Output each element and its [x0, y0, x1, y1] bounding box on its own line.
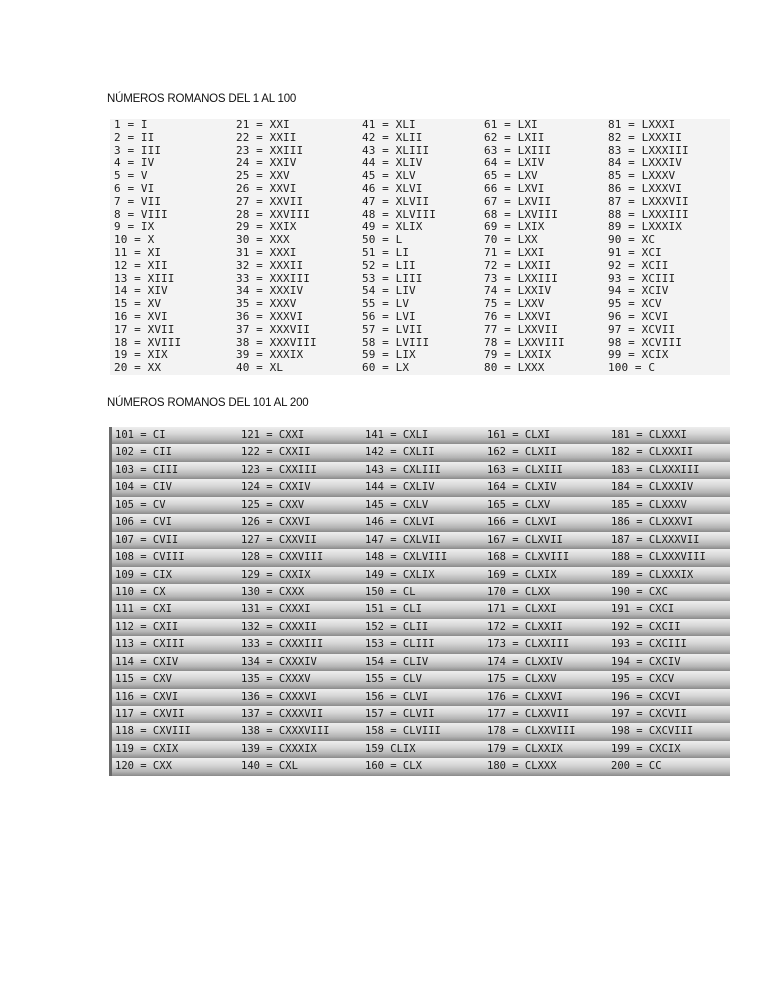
table-row [112, 497, 730, 514]
table-cell: 73 = LXXIII [484, 272, 558, 285]
table-cell: 27 = XXVII [236, 195, 304, 208]
table-cell: 51 = LI [362, 246, 410, 259]
table-cell: 120 = CXX [115, 760, 172, 773]
table-cell: 117 = CXVII [115, 708, 185, 720]
table-cell: 53 = LIII [362, 272, 423, 285]
table-cell: 32 = XXXII [236, 259, 304, 272]
table-cell: 124 = CXXIV [241, 481, 311, 494]
table-cell: 163 = CLXIII [487, 463, 563, 476]
table-cell: 118 = CXVIII [115, 725, 191, 738]
table-cell: 2 = II [114, 131, 155, 144]
table-cell: 165 = CLXV [487, 498, 551, 511]
table-cell: 188 = CLXXXVIII [611, 551, 706, 564]
table-cell: 197 = CXCVII [611, 708, 687, 720]
table-cell: 178 = CLXXVIII [487, 725, 576, 738]
table-cell: 185 = CLXXXV [611, 498, 687, 511]
table-cell: 75 = LXXV [484, 298, 545, 311]
table-cell: 62 = LXII [484, 131, 545, 144]
table-cell: 179 = CLXXIX [487, 742, 563, 755]
table-cell: 52 = LII [362, 259, 416, 272]
section-title-1-to-100: NÚMEROS ROMANOS DEL 1 AL 100 [107, 93, 297, 105]
table-cell: 142 = CXLII [365, 446, 435, 459]
table-cell: 58 = LVIII [362, 336, 430, 349]
table-row [112, 654, 730, 671]
table-cell: 59 = LIX [362, 349, 416, 362]
table-cell: 20 = XX [114, 362, 162, 375]
table-cell: 168 = CLXVIII [487, 551, 570, 564]
table-cell: 34 = XXXIV [236, 285, 304, 298]
table-cell: 84 = LXXXIV [608, 157, 682, 170]
table-cell: 26 = XXVI [236, 182, 297, 195]
table-cell: 97 = XCVII [608, 323, 676, 336]
table-cell: 25 = XXV [236, 170, 290, 183]
table-cell: 125 = CXXV [241, 498, 305, 511]
table-cell: 113 = CXIII [115, 638, 185, 651]
table-cell: 67 = LXVII [484, 195, 552, 208]
table-cell: 1 = I [114, 119, 148, 131]
table-cell: 96 = XCVI [608, 310, 669, 323]
table-row [112, 671, 730, 688]
table-cell: 79 = LXXIX [484, 349, 552, 362]
table-cell: 76 = LXXVI [484, 310, 552, 323]
table-cell: 66 = LXVI [484, 182, 545, 195]
table-cell: 29 = XXIX [236, 221, 297, 234]
table-cell: 13 = XIII [114, 272, 175, 285]
table-cell: 175 = CLXXV [487, 673, 557, 686]
table-cell: 151 = CLI [365, 603, 422, 616]
table-cell: 161 = CLXI [487, 429, 551, 441]
table-cell: 74 = LXXIV [484, 285, 552, 298]
table-cell: 154 = CLIV [365, 655, 429, 668]
table-cell: 171 = CLXXI [487, 603, 557, 616]
table-cell: 38 = XXXVIII [236, 336, 317, 349]
table-cell: 109 = CIX [115, 568, 172, 581]
table-cell: 127 = CXXVII [241, 533, 317, 546]
table-cell: 23 = XXIII [236, 144, 304, 157]
table-row [112, 462, 730, 479]
table-row [112, 584, 730, 601]
table-cell: 60 = LX [362, 362, 410, 375]
table-cell: 11 = XI [114, 246, 162, 259]
table-cell: 93 = XCIII [608, 272, 676, 285]
table-cell: 15 = XV [114, 298, 162, 311]
table-cell: 41 = XLI [362, 119, 416, 131]
table-row [112, 532, 730, 549]
table-cell: 85 = LXXXV [608, 170, 676, 183]
table-cell: 98 = XCVIII [608, 336, 682, 349]
table-cell: 146 = CXLVI [365, 516, 435, 529]
table-cell: 17 = XVII [114, 323, 175, 336]
table-cell: 143 = CXLIII [365, 463, 441, 476]
table-row [112, 549, 730, 566]
table-cell: 64 = LXIV [484, 157, 545, 170]
table-cell: 174 = CLXXIV [487, 655, 563, 668]
table-cell: 169 = CLXIX [487, 568, 557, 581]
table-cell: 186 = CLXXXVI [611, 516, 694, 529]
table-cell: 130 = CXXX [241, 585, 305, 598]
roman-table-1-to-100 [110, 119, 730, 375]
table-cell: 30 = XXX [236, 234, 290, 247]
table-cell: 37 = XXXVII [236, 323, 310, 336]
table-cell: 28 = XXVIII [236, 208, 310, 221]
table-cell: 112 = CXII [115, 620, 179, 633]
table-cell: 65 = LXV [484, 170, 538, 183]
table-cell: 92 = XCII [608, 259, 669, 272]
table-cell: 16 = XVI [114, 310, 168, 323]
table-cell: 177 = CLXXVII [487, 708, 570, 720]
table-cell: 129 = CXXIX [241, 568, 311, 581]
table-cell: 115 = CXV [115, 673, 172, 686]
section-title-101-to-200: NÚMEROS ROMANOS DEL 101 AL 200 [107, 397, 309, 409]
table-cell: 144 = CXLIV [365, 481, 435, 494]
table-cell: 133 = CXXXIII [241, 638, 324, 651]
table-row [112, 706, 730, 723]
table-cell: 39 = XXXIX [236, 349, 304, 362]
table-cell: 91 = XCI [608, 246, 662, 259]
table-cell: 184 = CLXXXIV [611, 481, 694, 494]
table-cell: 156 = CLVI [365, 690, 429, 703]
table-cell: 173 = CLXXIII [487, 638, 570, 651]
table-cell: 199 = CXCIX [611, 742, 681, 755]
table-cell: 35 = XXXV [236, 298, 297, 311]
table-row [112, 741, 730, 758]
table-row [112, 689, 730, 706]
table-cell: 21 = XXI [236, 119, 290, 131]
table-row [112, 619, 730, 636]
table-cell: 14 = XIV [114, 285, 168, 298]
table-cell: 88 = LXXXIII [608, 208, 689, 221]
table-cell: 48 = XLVIII [362, 208, 436, 221]
table-cell: 77 = LXXVII [484, 323, 558, 336]
table-cell: 78 = LXXVIII [484, 336, 565, 349]
table-cell: 9 = IX [114, 221, 155, 234]
table-cell: 24 = XXIV [236, 157, 297, 170]
table-cell: 42 = XLII [362, 131, 423, 144]
table-cell: 57 = LVII [362, 323, 423, 336]
table-cell: 63 = LXIII [484, 144, 552, 157]
table-cell: 147 = CXLVII [365, 533, 441, 546]
table-cell: 80 = LXXX [484, 362, 545, 375]
table-cell: 135 = CXXXV [241, 673, 311, 686]
table-cell: 170 = CLXX [487, 585, 551, 598]
table-cell: 19 = XIX [114, 349, 168, 362]
table-cell: 6 = VI [114, 182, 155, 195]
table-cell: 132 = CXXXII [241, 620, 317, 633]
table-cell: 50 = L [362, 234, 403, 247]
table-cell: 139 = CXXXIX [241, 742, 317, 755]
table-cell: 128 = CXXVIII [241, 551, 324, 564]
table-cell: 69 = LXIX [484, 221, 545, 234]
table-cell: 36 = XXXVI [236, 310, 304, 323]
table-cell: 82 = LXXXII [608, 131, 682, 144]
table-cell: 140 = CXL [241, 760, 298, 773]
table-cell: 90 = XC [608, 234, 656, 247]
table-cell: 33 = XXXIII [236, 272, 310, 285]
table-cell: 86 = LXXXVI [608, 182, 682, 195]
table-cell: 7 = VII [114, 195, 162, 208]
table-cell: 176 = CLXXVI [487, 690, 563, 703]
table-cell: 182 = CLXXXII [611, 446, 694, 459]
table-cell: 72 = LXXII [484, 259, 552, 272]
table-cell: 87 = LXXXVII [608, 195, 689, 208]
table-row [112, 444, 730, 461]
table-cell: 61 = LXI [484, 119, 538, 131]
table-cell: 4 = IV [114, 157, 155, 170]
table-cell: 137 = CXXXVII [241, 708, 324, 720]
table-cell: 56 = LVI [362, 310, 416, 323]
table-cell: 111 = CXI [115, 603, 172, 616]
table-cell: 108 = CVIII [115, 551, 185, 564]
table-cell: 149 = CXLIX [365, 568, 435, 581]
table-cell: 100 = C [608, 362, 656, 375]
table-cell: 18 = XVIII [114, 336, 182, 349]
table-cell: 95 = XCV [608, 298, 662, 311]
table-cell: 194 = CXCIV [611, 655, 681, 668]
table-cell: 103 = CIII [115, 463, 179, 476]
table-cell: 190 = CXC [611, 585, 668, 598]
table-cell: 187 = CLXXXVII [611, 533, 700, 546]
table-cell: 49 = XLIX [362, 221, 423, 234]
table-cell: 192 = CXCII [611, 620, 681, 633]
table-cell: 121 = CXXI [241, 429, 305, 441]
table-cell: 158 = CLVIII [365, 725, 441, 738]
table-cell: 196 = CXCVI [611, 690, 681, 703]
table-row [112, 514, 730, 531]
table-cell: 68 = LXVIII [484, 208, 558, 221]
table-row [112, 758, 730, 775]
table-cell: 181 = CLXXXI [611, 429, 687, 441]
table-cell: 70 = LXX [484, 234, 538, 247]
table-cell: 46 = XLVI [362, 182, 423, 195]
table-cell: 94 = XCIV [608, 285, 669, 298]
table-cell: 167 = CLXVII [487, 533, 563, 546]
table-cell: 191 = CXCI [611, 603, 675, 616]
table-cell: 114 = CXIV [115, 655, 179, 668]
table-cell: 131 = CXXXI [241, 603, 311, 616]
table-cell: 5 = V [114, 170, 148, 183]
roman-table-101-to-200 [109, 427, 730, 776]
table-row [112, 427, 730, 444]
table-cell: 195 = CXCV [611, 673, 675, 686]
table-cell: 153 = CLIII [365, 638, 435, 651]
table-cell: 122 = CXXII [241, 446, 311, 459]
table-cell: 141 = CXLI [365, 429, 429, 441]
table-cell: 12 = XII [114, 259, 168, 272]
table-cell: 31 = XXXI [236, 246, 297, 259]
table-cell: 83 = LXXXIII [608, 144, 689, 157]
table-cell: 3 = III [114, 144, 162, 157]
table-cell: 145 = CXLV [365, 498, 429, 511]
table-cell: 193 = CXCIII [611, 638, 687, 651]
table-cell: 172 = CLXXII [487, 620, 563, 633]
table-cell: 164 = CLXIV [487, 481, 557, 494]
table-cell: 138 = CXXXVIII [241, 725, 330, 738]
table-cell: 43 = XLIII [362, 144, 430, 157]
table-cell: 123 = CXXIII [241, 463, 317, 476]
table-cell: 8 = VIII [114, 208, 168, 221]
table-cell: 45 = XLV [362, 170, 416, 183]
table-cell: 54 = LIV [362, 285, 416, 298]
table-row [112, 567, 730, 584]
table-cell: 104 = CIV [115, 481, 172, 494]
table-cell: 180 = CLXXX [487, 760, 557, 773]
table-cell: 10 = X [114, 234, 155, 247]
table-cell: 40 = XL [236, 362, 284, 375]
table-cell: 89 = LXXXIX [608, 221, 682, 234]
table-cell: 136 = CXXXVI [241, 690, 317, 703]
table-cell: 200 = CC [611, 760, 662, 773]
table-cell: 110 = CX [115, 585, 166, 598]
table-cell: 44 = XLIV [362, 157, 423, 170]
table-cell: 198 = CXCVIII [611, 725, 694, 738]
table-cell: 71 = LXXI [484, 246, 545, 259]
table-cell: 106 = CVI [115, 516, 172, 529]
table-cell: 22 = XXII [236, 131, 297, 144]
table-cell: 160 = CLX [365, 760, 422, 773]
table-cell: 116 = CXVI [115, 690, 179, 703]
table-cell: 119 = CXIX [115, 742, 179, 755]
table-cell: 102 = CII [115, 446, 172, 459]
table-cell: 183 = CLXXXIII [611, 463, 700, 476]
table-cell: 166 = CLXVI [487, 516, 557, 529]
table-cell: 81 = LXXXI [608, 119, 676, 131]
table-row [112, 636, 730, 653]
table-cell: 99 = XCIX [608, 349, 669, 362]
table-cell: 155 = CLV [365, 673, 422, 686]
table-cell: 134 = CXXXIV [241, 655, 317, 668]
table-cell: 150 = CL [365, 585, 416, 598]
table-cell: 148 = CXLVIII [365, 551, 448, 564]
table-cell: 159 CLIX [365, 742, 416, 755]
table-cell: 152 = CLII [365, 620, 429, 633]
table-cell: 101 = CI [115, 429, 166, 441]
table-row [112, 601, 730, 618]
table-cell: 55 = LV [362, 298, 410, 311]
table-cell: 126 = CXXVI [241, 516, 311, 529]
table-cell: 107 = CVII [115, 533, 179, 546]
table-row [112, 723, 730, 740]
table-row [112, 479, 730, 496]
table-cell: 162 = CLXII [487, 446, 557, 459]
table-cell: 157 = CLVII [365, 708, 435, 720]
table-cell: 47 = XLVII [362, 195, 430, 208]
table-cell: 105 = CV [115, 498, 166, 511]
table-cell: 189 = CLXXXIX [611, 568, 694, 581]
